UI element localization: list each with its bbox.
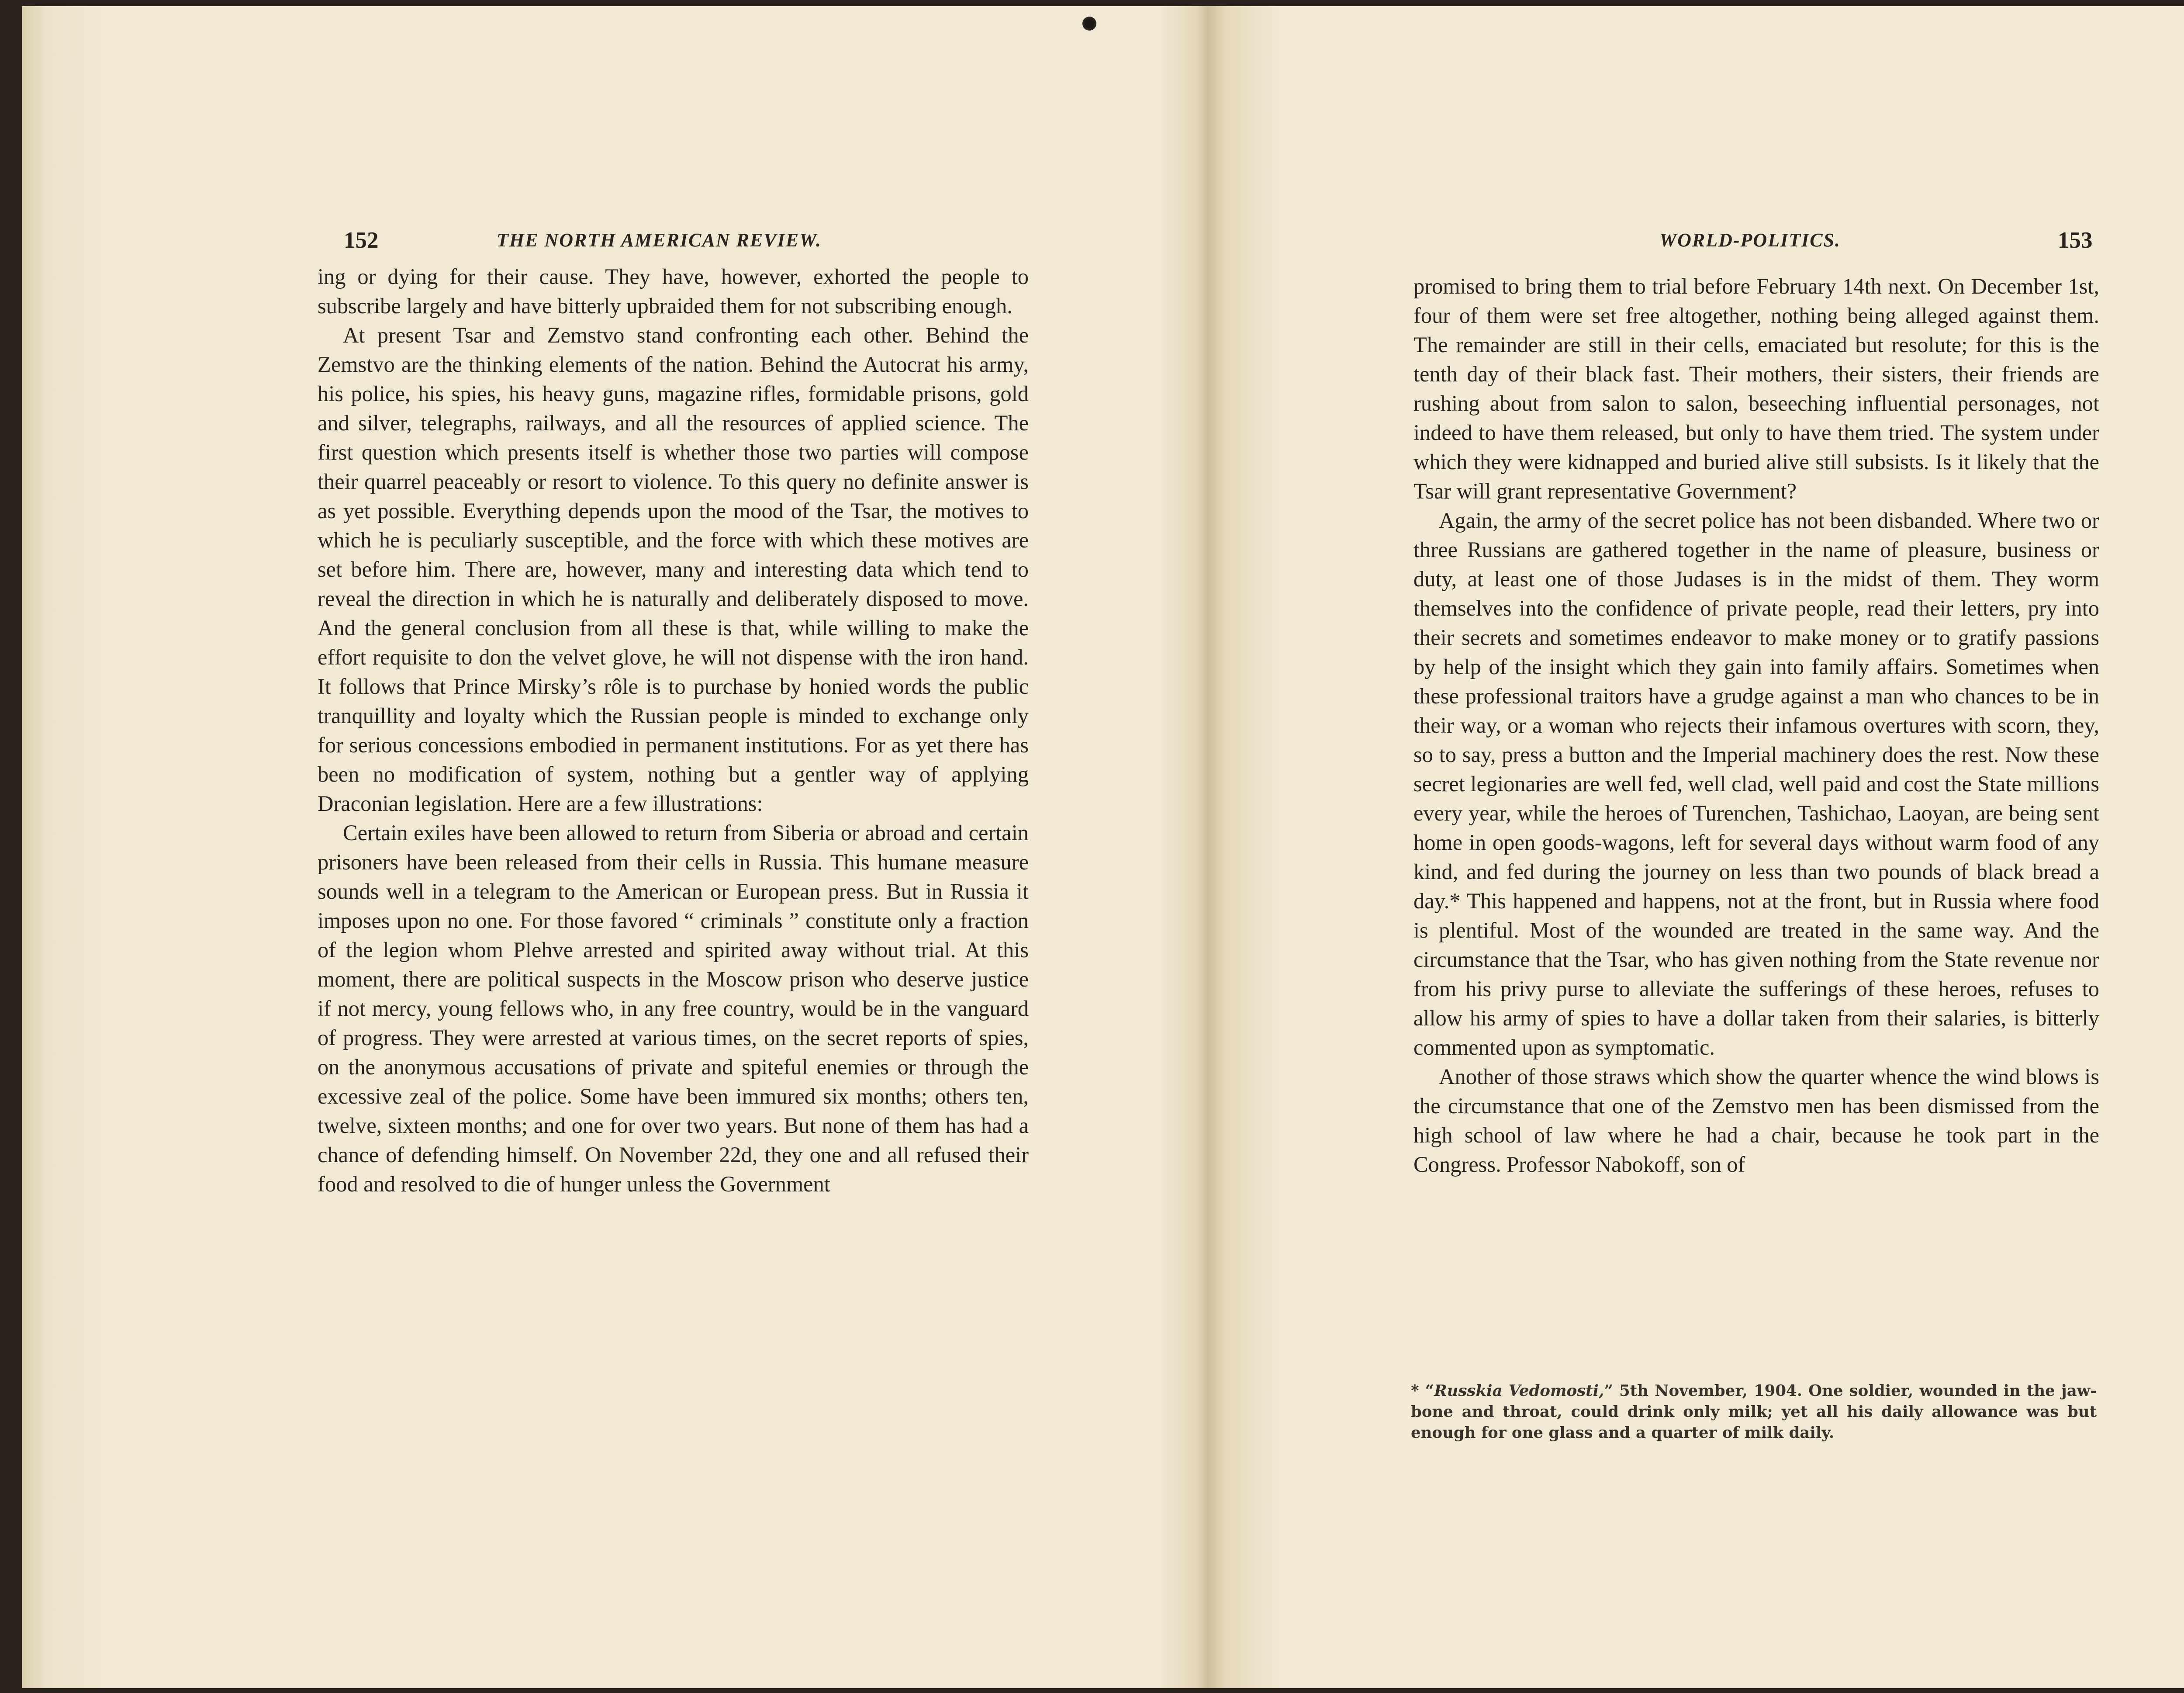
footnote-publication: Russkia Vedomosti, (1434, 1382, 1604, 1400)
right-body-text (1413, 272, 2099, 1179)
footnote (1411, 1381, 2097, 1444)
left-paragraph: At present Tsar and Zemstvo stand confronting each other. Behind the Zemstvo are the thinking elements of the nation. Behind the Autocrat his army, his police, his spies, his heavy guns, magazine rifles, formidable prisons, gold and silver, telegraphs, railways, and all the resources of applied science. The first question which presents itself is whether those two parties will compose their quarrel peaceably or resort to violence. To this query no definite answer is as yet possible. Everything depends upon the mood of the Tsar, the motives to which he is peculiarly susceptible, and the force with which these motives are set before him. There are, however, many and interesting data which tend to reveal the direction in which he is naturally and deliberately disposed to move. And the general conclusion from all these is that, while willing to make the effort requisite to don the velvet glove, he will not dispense with the iron hand. It follows that Prince Mirsky’s rôle is to purchase by honied words the public tranquillity and loyalty which the Russian people is minded to exchange only for serious concessions embodied in permanent institutions. For as yet there has been no modification of system, nothing but a gentler way of applying Draconian legislation. Here are a few illustrations: (318, 323, 1029, 816)
footnote-marker: * “ (1411, 1382, 1434, 1400)
right-running-head (1413, 227, 2099, 258)
left-paragraph: ing or dying for their cause. They have, however, exhorted the people to subscribe largely and have bitterly upbraided them for not subscribing enough. (318, 264, 1029, 318)
left-body-text (318, 262, 1029, 1199)
right-page-number: 153 (2058, 228, 2093, 253)
right-paragraph: Again, the army of the secret police has not been disbanded. Where two or three Russians are gathered together in the name of pleasure, business or duty, at least one of those Judases is in the midst of them. They worm themselves into the confidence of private people, read their letters, pry into their secrets and sometimes endeavor to make money or to gratify passions by help of the insight which they gain into family affairs. Sometimes when these professional traitors have a grudge against a man who chances to be in their way, or a woman who rejects their infamous overtures with scorn, they, so to say, press a button and the Imperial machinery does the rest. Now these secret legionaries are well fed, well clad, well paid and cost the State millions every year, while the heroes of Turenchen, Tashichao, Laoyan, are being sent home in open goods-wagons, left for several days without warm food of any kind, and fed during the journey on less than two pounds of black bread a day.* This happened and happens, not at the front, but in Russia where food is plentiful. Most of the wounded are treated in the same way. And the circumstance that the Tsar, who has given nothing from the State revenue nor from his privy purse to alleviate the sufferings of these heroes, refuses to allow his army of spies to have a dollar taken from their salaries, is bitterly commented upon as symptomatic. (1413, 508, 2099, 1059)
right-paragraph: Another of those straws which show the quarter whence the wind blows is the circumstance that one of the Zemstvo men has been dismissed from the high school of law where he had a chair, because he took part in the Congress. Professor Nabokoff, son of (1413, 1064, 2099, 1177)
binding-hole (1082, 17, 1096, 31)
right-paragraph: promised to bring them to trial before February 14th next. On December 1st, four of them were set free altogether, nothing being alleged against them. The remainder are still in their cells, emaciated but resolute; for this is the tenth day of their black fast. Their mothers, their sisters, their friends are rushing about from salon to salon, beseeching influential personages, not indeed to have them released, but only to have them tried. The system under which they were kidnapped and buried alive still subsists. Is it likely that the Tsar will grant representative Government? (1413, 274, 2099, 503)
footnote-text: ” 5th November, 1904. One soldier, wounded in the jaw-bone and throat, could drink only milk; yet all his daily allowance was but enough for one glass and a quarter of milk daily. (1411, 1382, 2097, 1442)
left-page-number: 152 (344, 228, 379, 253)
left-running-title: THE NORTH AMERICAN REVIEW. (497, 229, 822, 251)
left-paragraph: Certain exiles have been allowed to return from Siberia or abroad and certain prisoners have been released from their cells in Russia. This humane measure sounds well in a telegram to the American or European press. But in Russia it imposes upon no one. For those favored “ criminals ” constitute only a fraction of the legion whom Plehve arrested and spirited away without trial. At this moment, there are political suspects in the Moscow prison who deserve justice if not mercy, young fellows who, in any free country, would be in the vanguard of progress. They were arrested at various times, on the secret reports of spies, on the anonymous accusations of private and spiteful enemies or through the excessive zeal of the police. Some have been immured six months; others ten, twelve, sixteen months; and one for over two years. But none of them has had a chance of defending himself. On November 22d, they one and all refused their food and resolved to die of hunger unless the Government (318, 821, 1029, 1196)
right-running-title: WORLD-POLITICS. (1659, 229, 1841, 251)
left-running-head (318, 227, 1029, 258)
